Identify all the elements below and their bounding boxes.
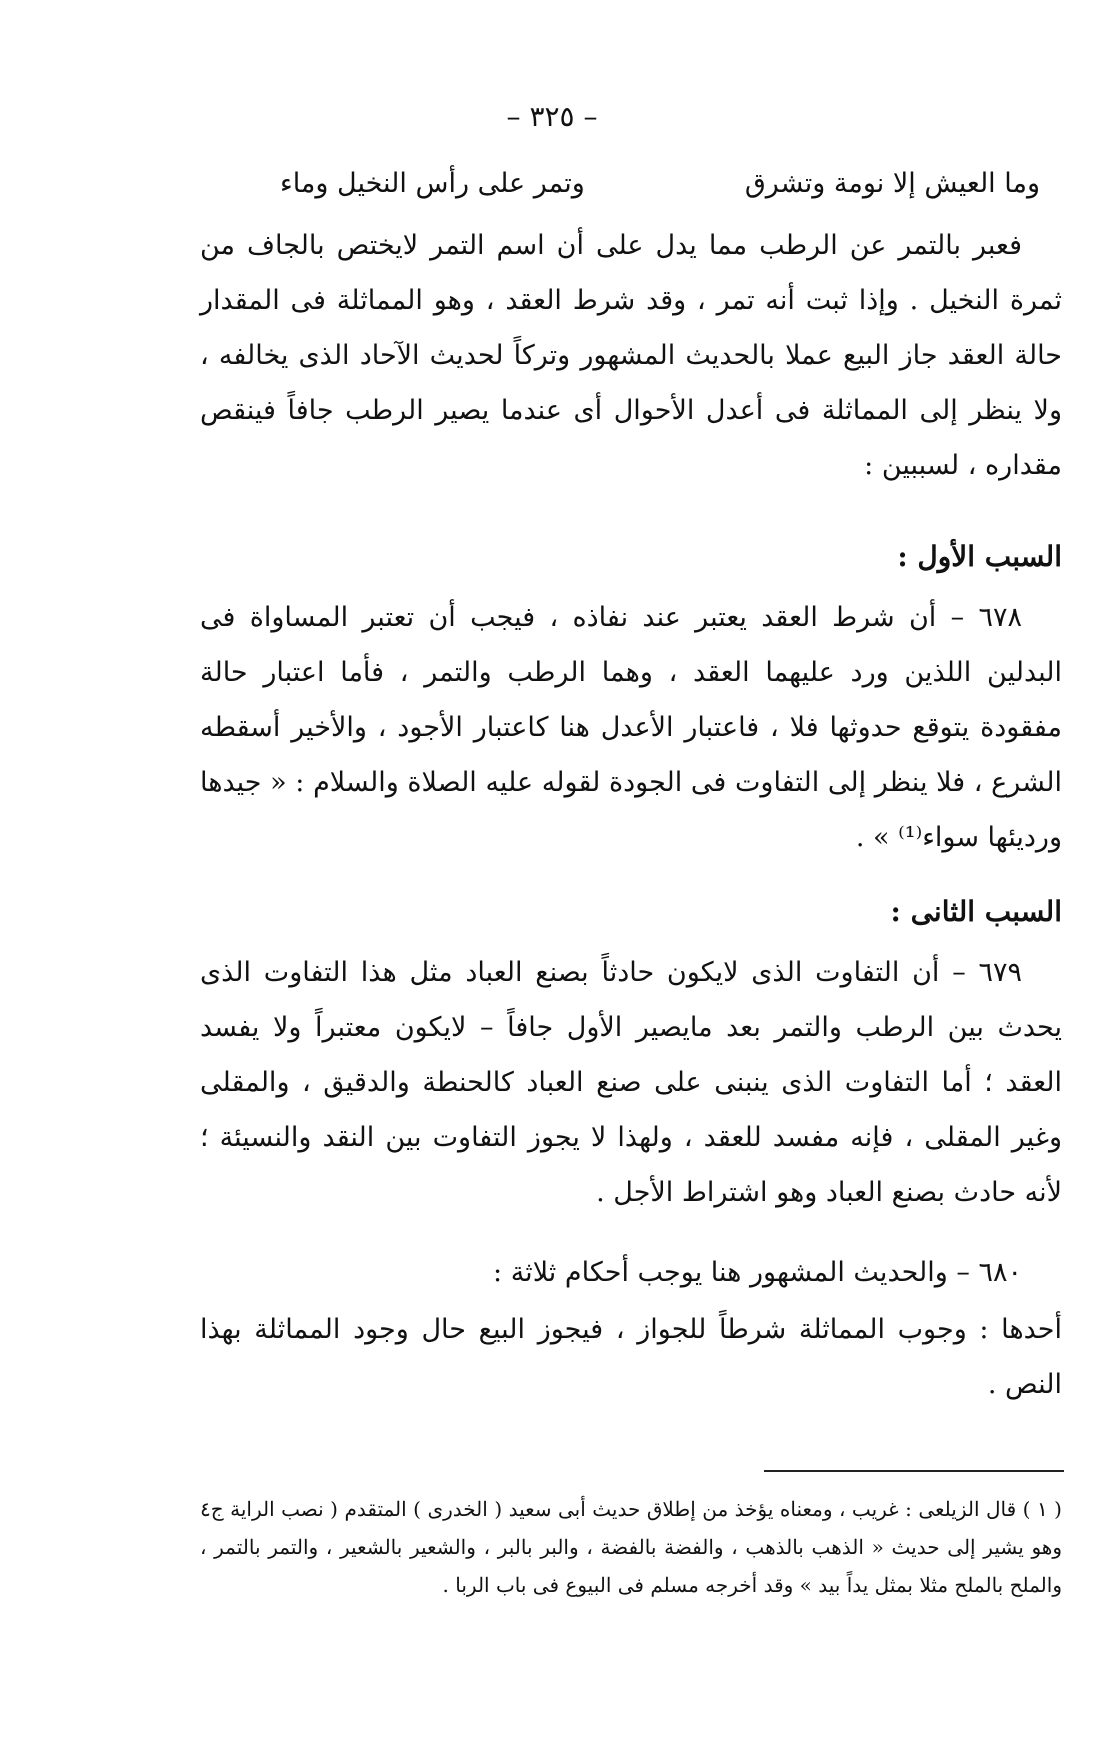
- paragraph-680: ٦٨٠ – والحديث المشهور هنا يوجب أحكام ثلاثة :: [493, 1257, 1022, 1288]
- verse-first-hemistich: وما العيش إلا نومة وتشرق: [744, 168, 1040, 199]
- section-heading-second-reason: السبب الثانى :: [890, 895, 1062, 928]
- intro-paragraph: فعبر بالتمر عن الرطب مما يدل على أن اسم التمر لايختص بالجاف من ثمرة النخيل . وإذا ثبت أنه تمر ، وقد شرط العقد ، وهو المماثلة فى المقدار حالة العقد جاز البيع عملا بالحديث المشهور وتركاً لحديث الآحاد الذى يخالفه ، ولا ينظر إلى المماثلة فى أعدل الأحوال أى عندما يصير الرطب جافاً فينقص مقداره ، لسببين :: [200, 230, 1062, 481]
- footnote-divider: [764, 1470, 1064, 1472]
- paragraph-first-ruling: أحدها : وجوب المماثلة شرطاً للجواز ، فيجوز البيع حال وجود المماثلة بهذا النص .: [200, 1314, 1062, 1400]
- section-heading-first-reason: السبب الأول :: [897, 540, 1062, 573]
- verse-second-hemistich: وتمر على رأس النخيل وماء: [280, 168, 585, 199]
- page-number: – ٣٢٥ –: [506, 100, 598, 133]
- poetry-verse: [280, 168, 1040, 199]
- paragraph-678: ٦٧٨ – أن شرط العقد يعتبر عند نفاذه ، فيجب أن تعتبر المساواة فى البدلين اللذين ورد عليهما العقد ، وهما الرطب والتمر ، فأما اعتبار حالة مفقودة يتوقع حدوثها فلا ، فاعتبار الأعدل هنا كاعتبار الأجود ، والأخير أسقطه الشرع ، فلا ينظر إلى التفاوت فى الجودة لقوله عليه الصلاة والسلام : « جيدها ورديئها سواء⁽¹⁾ » .: [200, 602, 1062, 853]
- footnote-1: ( ١ ) قال الزيلعى : غريب ، ومعناه يؤخذ من إطلاق حديث أبى سعيد ( الخدرى ) المتقدم ( نصب الراية ج٤ وهو يشير إلى حديث « الذهب بالذهب ، والفضة بالفضة ، والبر بالبر ، والشعير بالشعير ، والتمر بالتمر ، والملح بالملح مثلا بمثل يداً بيد » وقد أخرجه مسلم فى البيوع فى باب الربا .: [200, 1497, 1062, 1597]
- paragraph-679: ٦٧٩ – أن التفاوت الذى لايكون حادثاً بصنع العباد مثل هذا التفاوت الذى يحدث بين الرطب والتمر بعد مايصير الأول جافاً – لايكون معتبراً ولا يفسد العقد ؛ أما التفاوت الذى ينبنى على صنع العباد كالحنطة والدقيق ، والمقلى وغير المقلى ، فإنه مفسد للعقد ، ولهذا لا يجوز التفاوت بين النقد والنسيئة ؛ لأنه حادث بصنع العباد وهو اشتراط الأجل .: [200, 957, 1062, 1208]
